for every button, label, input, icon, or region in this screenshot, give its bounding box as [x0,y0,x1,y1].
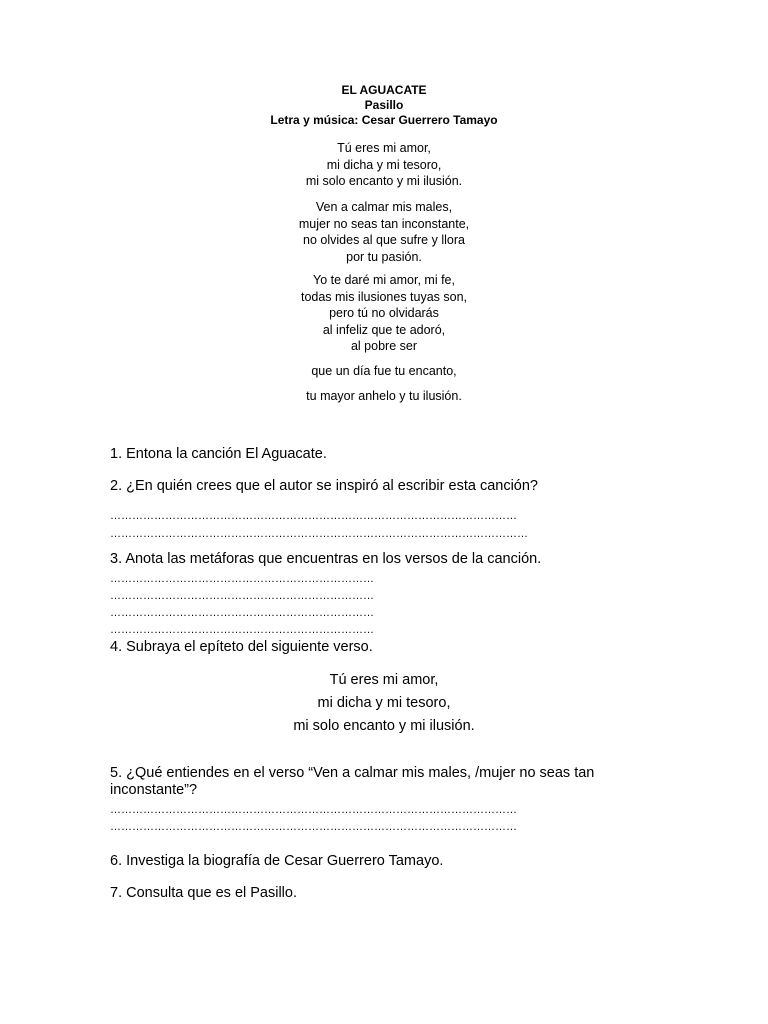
lyric-line: Yo te daré mi amor, mi fe, [313,273,455,287]
verse-line: mi dicha y mi tesoro, [317,695,451,711]
lyric-line: por tu pasión. [346,249,422,264]
question-5-continued: inconstante”? [110,782,198,798]
lyrics-stanza-5 [0,388,768,405]
lyric-line: Tú eres mi amor, [337,141,431,155]
lyric-line: Ven a calmar mis males, [315,200,453,214]
answer-line: ……………………………………………………………… [110,590,374,602]
lyric-line: pero tú no olvidarás [329,306,439,320]
question-4-verse [0,669,768,738]
question-5: 5. ¿Qué entiendes en el verso “Ven a calmar mis males, /mujer no seas tan [110,765,595,781]
answer-line: ………………………………………………………………………………………………… [110,821,517,833]
lyrics-stanza-1 [0,140,768,190]
lyrics-stanza-2 [0,199,768,265]
lyric-line: al pobre ser [350,339,417,353]
question-2: 2. ¿En quién crees que el autor se inspiró al escribir esta canción? [110,478,538,494]
song-genre: Pasillo [364,98,404,112]
verse-line: Tú eres mi amor, [329,672,439,688]
question-4: 4. Subraya el epíteto del siguiente verso. [110,639,373,655]
song-credits: Letra y música: Cesar Guerrero Tamayo [270,113,498,127]
lyrics-stanza-3 [0,272,768,355]
answer-line: ………………………………………………………………………………………………… [110,510,517,522]
lyric-line: mujer no seas tan inconstante, [298,216,470,231]
lyric-line: tu mayor anhelo y tu ilusión. [306,389,462,403]
answer-line: ………………………………………………………………………………………………… [110,804,517,816]
verse-line: mi solo encanto y mi ilusión. [293,718,475,734]
lyric-line: todas mis ilusiones tuyas son, [300,289,468,304]
answer-line: ……………………………………………………………… [110,607,374,619]
question-6: 6. Investiga la biografía de Cesar Guerrero Tamayo. [110,853,444,869]
lyrics-stanza-4 [0,363,768,380]
lyric-line: mi dicha y mi tesoro, [326,157,442,172]
question-3: 3. Anota las metáforas que encuentras en los versos de la canción. [110,551,542,567]
lyric-line: mi solo encanto y mi ilusión. [305,174,463,188]
answer-line: …………………………………………………………………………………………………… [110,528,528,540]
song-title: EL AGUACATE [341,83,427,97]
question-7: 7. Consulta que es el Pasillo. [110,885,297,901]
question-1: 1. Entona la canción El Aguacate. [110,446,327,462]
lyric-line: no olvides al que sufre y llora [303,233,465,247]
answer-line: ……………………………………………………………… [110,624,374,636]
lyric-line: que un día fue tu encanto, [311,364,457,378]
answer-line: ……………………………………………………………… [110,573,374,585]
lyric-line: al infeliz que te adoró, [322,322,446,337]
